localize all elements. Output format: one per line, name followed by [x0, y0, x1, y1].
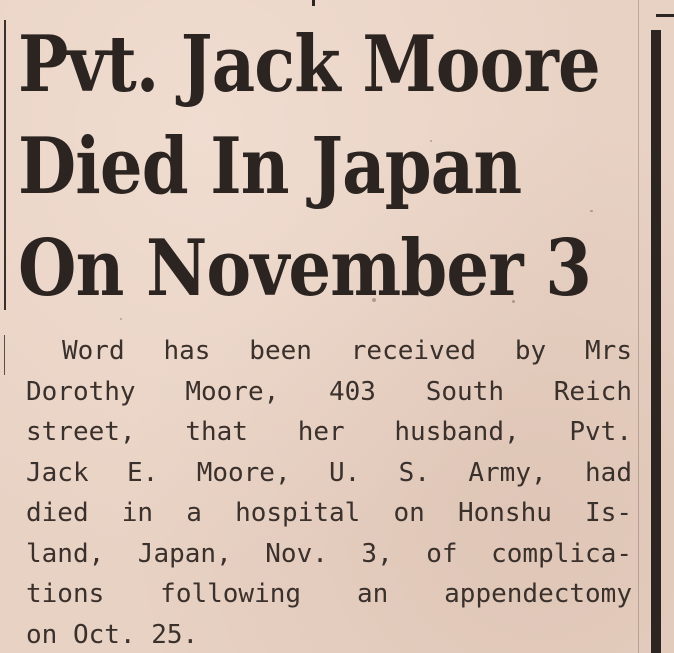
right-column-rule	[651, 30, 661, 653]
paper-speck	[120, 318, 122, 320]
article-line-5: died in a hospital on Honshu Is-	[26, 498, 632, 528]
article-line-6: land, Japan, Nov. 3, of complica-	[26, 538, 632, 569]
article-line-2: Dorothy Moore, 403 South Reich	[26, 376, 632, 407]
left-column-rule-lower	[4, 335, 5, 375]
article-line-7: tions following an appendectomy	[26, 579, 632, 609]
right-fold-line	[638, 0, 639, 653]
headline-line-1: Pvt. Jack Moore	[18, 19, 600, 110]
headline-line-3: On November 3	[18, 223, 592, 314]
article-line-8: on Oct. 25.	[26, 619, 199, 650]
article-line-3: street, that her husband, Pvt.	[26, 417, 632, 447]
paper-speck	[512, 300, 515, 303]
headline-line-2: Died In Japan	[18, 121, 522, 212]
paper-speck	[372, 298, 376, 302]
article-line-4: Jack E. Moore, U. S. Army, had	[26, 457, 632, 488]
article-body	[26, 331, 632, 653]
paper-speck	[430, 140, 432, 142]
headline	[18, 14, 618, 320]
top-column-rule	[312, 0, 315, 6]
paper-speck	[590, 210, 593, 212]
right-rule-mark	[656, 14, 674, 17]
article-line-1: Word has been received by Mrs	[62, 336, 632, 366]
left-column-rule	[4, 20, 6, 310]
